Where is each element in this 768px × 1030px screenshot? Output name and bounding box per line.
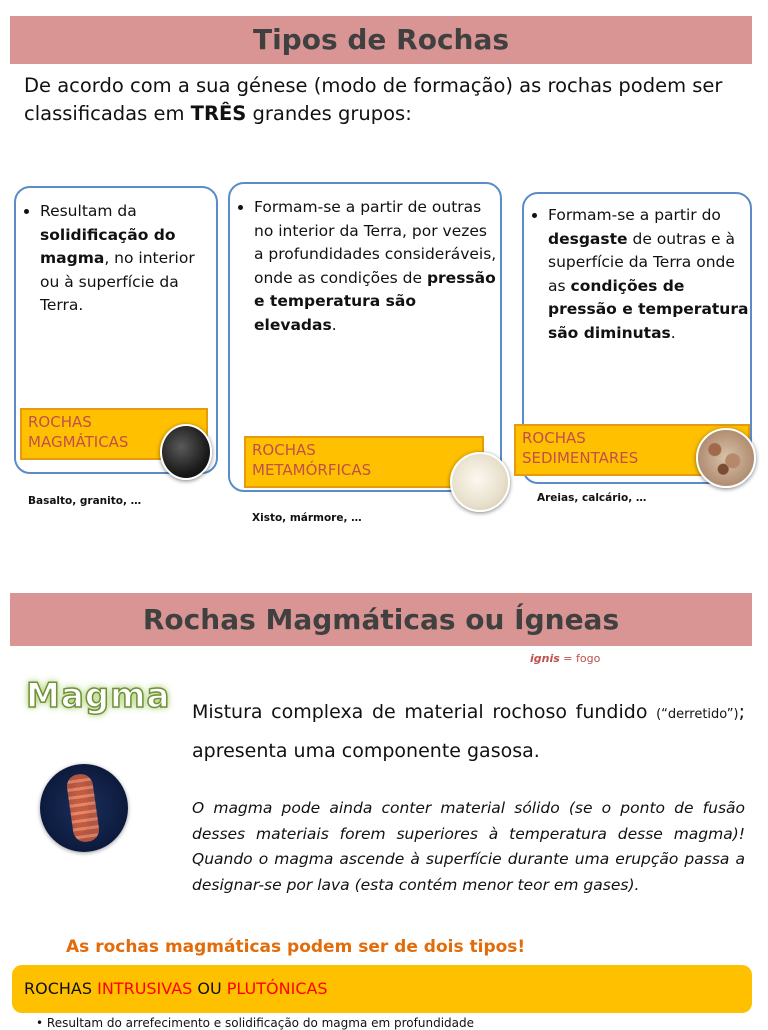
- lava-image: [40, 764, 128, 852]
- section-title-rochas-magmaticas: Rochas Magmáticas ou Ígneas: [10, 593, 752, 646]
- intro-bold-tres: TRÊS: [190, 102, 247, 125]
- ignis-meaning: = fogo: [559, 652, 601, 665]
- marble-rock-image: [450, 452, 510, 512]
- card-text: , no interior ou à superfície da Terra.: [40, 249, 195, 314]
- label-line: ROCHAS: [28, 413, 92, 431]
- magma-definition: [192, 694, 745, 769]
- card-sedimentares-text: [548, 204, 750, 345]
- label-line: ROCHAS: [522, 429, 586, 447]
- label-line: MAGMÁTICAS: [28, 433, 129, 451]
- magma-italic-paragraph: O magma pode ainda conter material sólido (se o ponto de fusão desses materiais forem superiores à temperatura desse magma)! Quando o magma ascende à superfície durante uma erupção passa a designar-se por lava (esta contém menor teor em gases).: [192, 799, 745, 894]
- card-bold-text: pressão e temperatura são elevadas: [254, 268, 496, 334]
- label-line: METAMÓRFICAS: [252, 461, 372, 479]
- definition-small-text: (“derretido”): [656, 707, 739, 722]
- label-rochas-metamorficas: [244, 436, 484, 488]
- card-magmaticas-text: [40, 200, 216, 318]
- card-text: Formam-se a partir de outras no interior da Terra, por vezes a profundidades consideráveis, onde as condições de: [254, 198, 497, 287]
- definition-text: ; apresenta uma componente gasosa.: [192, 701, 745, 762]
- card-bold-text: condições de pressão e temperatura são diminutas: [548, 276, 749, 342]
- intrusive-rocks-bar: [12, 965, 752, 1013]
- examples-metamorficas: Xisto, mármore, …: [252, 512, 362, 524]
- examples-sedimentares: Areias, calcário, …: [537, 492, 647, 504]
- intro-paragraph: [24, 72, 744, 128]
- card-bold-text: solidificação do magma: [40, 225, 176, 267]
- ignis-word: ignis: [530, 652, 560, 665]
- intro-text-start: De acordo com a sua génese (modo de formação) as rochas podem ser classificadas em: [24, 74, 723, 125]
- examples-magmaticas: Basalto, granito, …: [28, 495, 142, 507]
- magma-wordart: Magma: [26, 676, 171, 716]
- card-text: .: [331, 315, 337, 334]
- intro-text-end: grandes grupos:: [246, 102, 412, 125]
- basalt-rock-image: [160, 424, 212, 480]
- sediment-rock-image: [696, 428, 756, 488]
- card-bold-text: desgaste: [548, 229, 628, 248]
- ignis-note: [530, 652, 600, 665]
- bar-text: OU: [192, 979, 227, 998]
- bar-red-text: INTRUSIVAS: [97, 979, 193, 998]
- card-text: Formam-se a partir do: [548, 206, 721, 224]
- cut-off-bullet: • Resultam do arrefecimento e solidificação do magma em profundidade: [36, 1016, 474, 1030]
- two-types-heading: As rochas magmáticas podem ser de dois tipos!: [66, 937, 526, 957]
- card-text: de outras e à superfície da Terra onde as: [548, 229, 735, 295]
- bar-text: ROCHAS: [24, 979, 98, 998]
- card-text: Resultam da: [40, 202, 137, 220]
- bar-red-text: PLUTÓNICAS: [226, 979, 328, 998]
- label-line: ROCHAS: [252, 441, 316, 459]
- label-line: SEDIMENTARES: [522, 449, 639, 467]
- definition-text: Mistura complexa de material rochoso fundido: [192, 701, 657, 723]
- section-title-tipos-de-rochas: Tipos de Rochas: [10, 16, 752, 64]
- card-text: .: [670, 323, 676, 342]
- card-metamorficas-text: [254, 196, 500, 337]
